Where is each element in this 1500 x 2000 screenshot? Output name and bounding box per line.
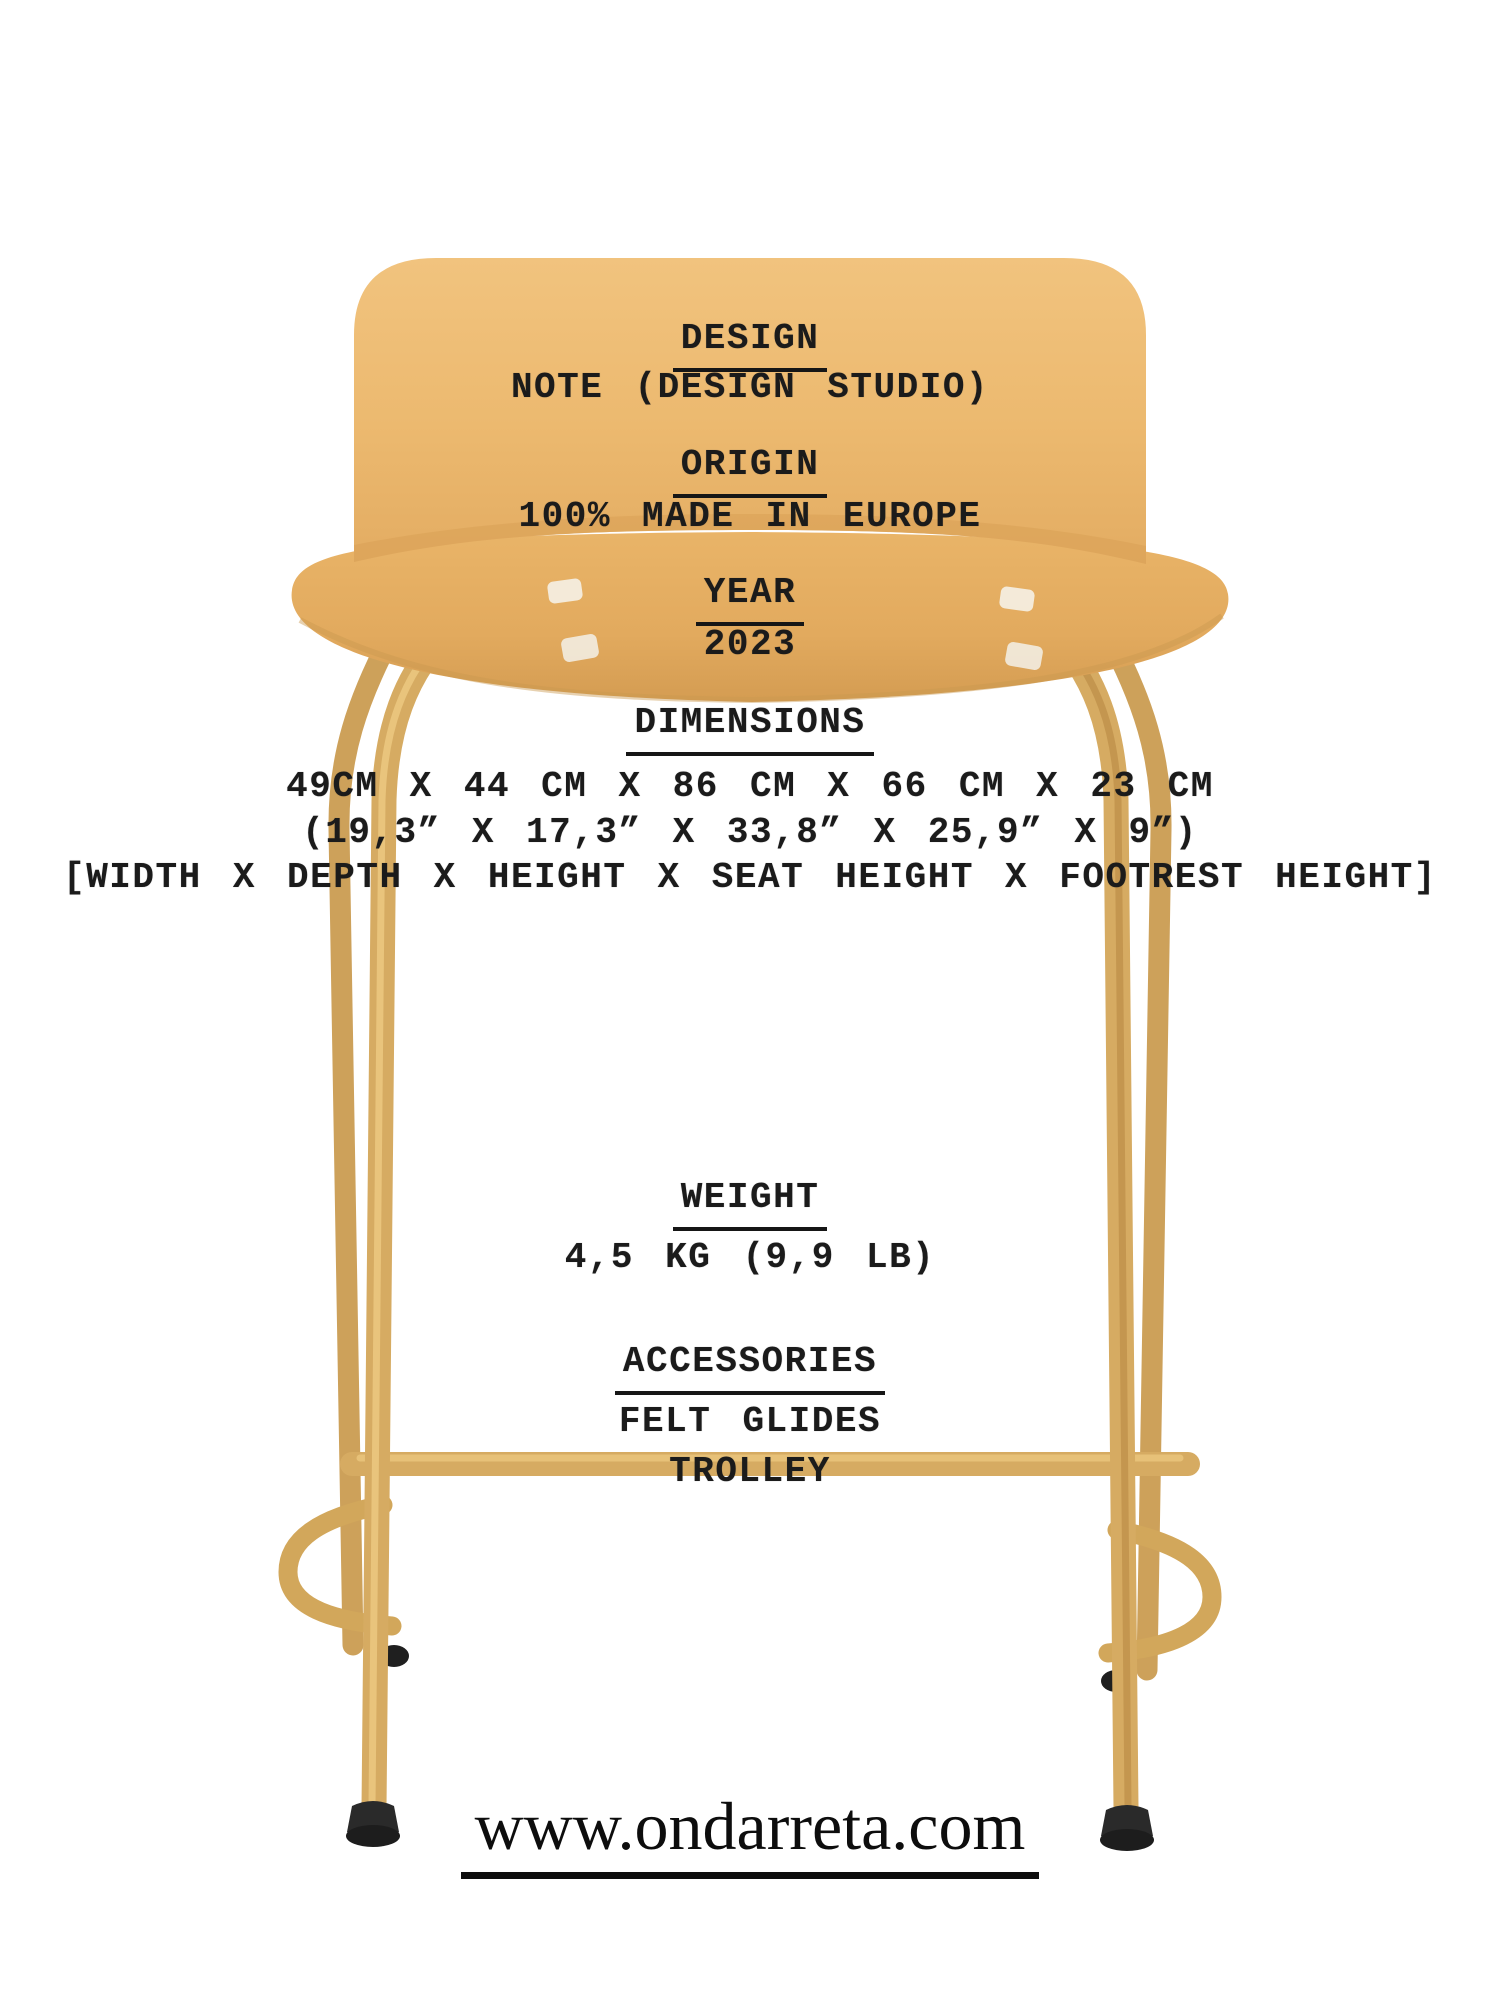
design-value: NOTE (DESIGN STUDIO)	[510, 367, 990, 408]
section-heading-dimensions	[0, 699, 1500, 756]
side-footrest-loops	[288, 1505, 1212, 1653]
website-link[interactable]: www.ondarreta.com	[461, 1790, 1040, 1879]
dimensions-heading-text: DIMENSIONS	[626, 699, 873, 756]
section-heading-origin	[0, 441, 1500, 498]
section-heading-weight	[0, 1174, 1500, 1231]
section-heading-accessories	[0, 1338, 1500, 1395]
section-heading-year	[0, 569, 1500, 626]
design-heading-text: DESIGN	[673, 315, 828, 372]
weight-heading-text: WEIGHT	[673, 1174, 828, 1231]
footer-website	[0, 1790, 1500, 1879]
dimensions-inch-value: (19,3” X 17,3” X 33,8” X 25,9” X 9”)	[302, 812, 1198, 853]
accessories-heading-text: ACCESSORIES	[615, 1338, 885, 1395]
origin-value: 100% MADE IN EUROPE	[518, 496, 982, 537]
dimensions-legend: [WIDTH X DEPTH X HEIGHT X SEAT HEIGHT X FOOTREST HEIGHT]	[63, 857, 1437, 898]
accessories-value-felt-glides: FELT GLIDES	[618, 1401, 882, 1442]
weight-value: 4,5 KG (9,9 LB)	[564, 1237, 936, 1278]
year-heading-text: YEAR	[696, 569, 804, 626]
accessories-value-trolley: TROLLEY	[669, 1451, 831, 1492]
dimensions-cm-value: 49CM X 44 CM X 86 CM X 66 CM X 23 CM	[286, 766, 1214, 807]
origin-heading-text: ORIGIN	[673, 441, 828, 498]
year-value: 2023	[703, 624, 797, 665]
